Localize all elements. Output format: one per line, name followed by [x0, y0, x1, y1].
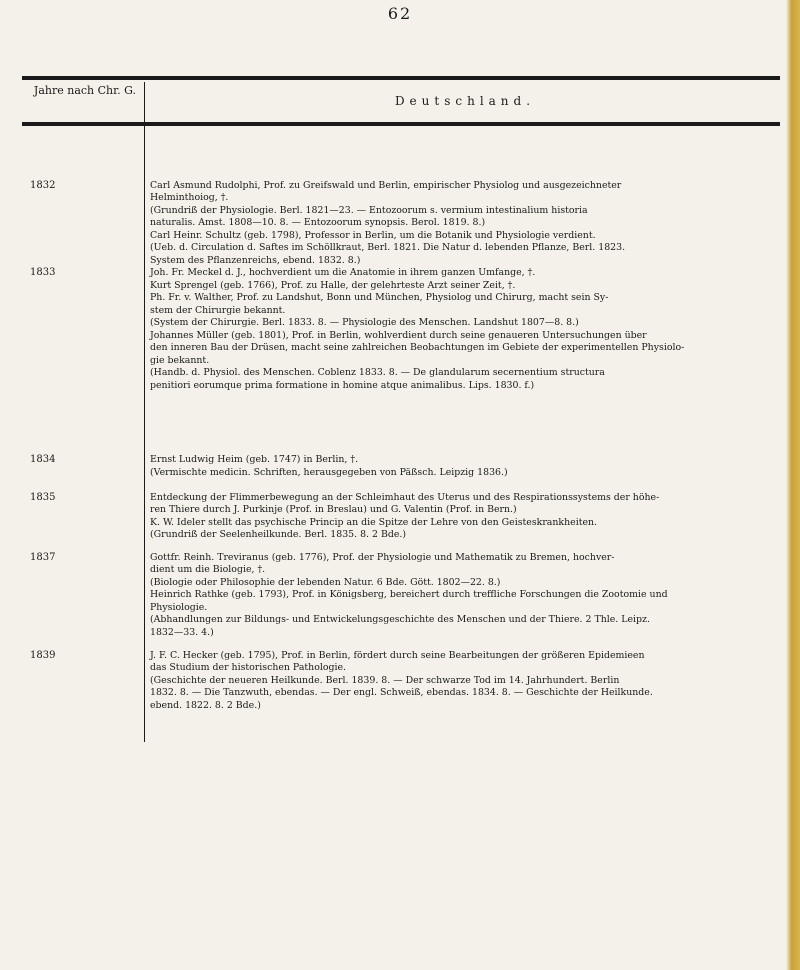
entry-line: System des Pflanzenreichs, ebend. 1832. 8.) — [150, 255, 361, 266]
entry-line: Carl Asmund Rudolphi, Prof. zu Greifswald und Berlin, empirischer Physiolog und ausgezeichneter — [150, 180, 622, 191]
entry-line: ren Thiere durch J. Purkinje (Prof. in Breslau) und G. Valentin (Prof. in Bern.) — [150, 504, 517, 515]
header-rule — [22, 122, 780, 126]
entry-line: Joh. Fr. Meckel d. J., hochverdient um die Anatomie in ihrem ganzen Umfange, †. — [150, 267, 536, 278]
year-label: 1839 — [30, 650, 56, 661]
entry-line: Helminthoiog, †. — [150, 192, 229, 203]
entry-line: das Studium der historischen Pathologie. — [150, 662, 347, 673]
entry-line: 1832—33. 4.) — [150, 627, 214, 638]
entry-line: J. F. C. Hecker (geb. 1795), Prof. in Berlin, fördert durch seine Bearbeitungen der größeren Epidemieen — [150, 650, 645, 661]
entry-line: Kurt Sprengel (geb. 1766), Prof. zu Halle, der gelehrteste Arzt seiner Zeit, †. — [150, 280, 516, 291]
entry-line: 1832. 8. — Die Tanzwuth, ebendas. — Der engl. Schweiß, ebendas. 1834. 8. — Geschichte der Heilkunde. — [150, 687, 653, 698]
entry-line: (Biologie oder Philosophie der lebenden Natur. 6 Bde. Gött. 1802—22. 8.) — [150, 577, 501, 588]
year-label: 1835 — [30, 492, 56, 503]
entry-line: stem der Chirurgie bekannt. — [150, 305, 286, 316]
entry-line: penitiori eorumque prima formatione in homine atque animalibus. Lips. 1830. f.) — [150, 380, 535, 391]
entry-line: Gottfr. Reinh. Treviranus (geb. 1776), Prof. der Physiologie und Mathematik zu Bremen, hochver- — [150, 552, 615, 563]
entry-line: Ernst Ludwig Heim (geb. 1747) in Berlin, †. — [150, 454, 359, 465]
entry-line: K. W. Ideler stellt das psychische Princip an die Spitze der Lehre von den Geisteskrankheiten. — [150, 517, 598, 528]
entry-line: (Handb. d. Physiol. des Menschen. Coblenz 1833. 8. — De glandularum secernentium structura — [150, 367, 605, 378]
entry-line: dient um die Biologie, †. — [150, 564, 266, 575]
entry-line: (System der Chirurgie. Berl. 1833. 8. — Physiologie des Menschen. Landshut 1807—8. 8.) — [150, 317, 579, 328]
entry-line: (Grundriß der Seelenheilkunde. Berl. 1835. 8. 2 Bde.) — [150, 529, 407, 540]
entry-line: Ph. Fr. v. Walther, Prof. zu Landshut, Bonn und München, Physiolog und Chirurg, macht sein Sy- — [150, 292, 609, 303]
year-label: 1834 — [30, 454, 56, 465]
entry-line: Carl Heinr. Schultz (geb. 1798), Professor in Berlin, um die Botanik und Physiologie verdient. — [150, 230, 596, 241]
entry-line: Heinrich Rathke (geb. 1793), Prof. in Königsberg, bereichert durch treffliche Forschungen die Zootomie und — [150, 589, 668, 600]
entry-line: (Abhandlungen zur Bildungs- und Entwickelungsgeschichte des Menschen und der Thiere. 2 Thle. Leipz. — [150, 614, 650, 625]
entry-line: (Geschichte der neueren Heilkunde. Berl. 1839. 8. — Der schwarze Tod im 14. Jahrhundert. Berlin — [150, 675, 620, 686]
page-title: Deutschland. — [394, 94, 536, 108]
entry-line: gie bekannt. — [150, 355, 210, 366]
entry-line: Johannes Müller (geb. 1801), Prof. in Berlin, wohlverdient durch seine genaueren Untersuchungen über — [150, 330, 647, 341]
entry-line: (Grundriß der Physiologie. Berl. 1821—23. — Entozoorum s. vermium intestinalium historia — [150, 205, 588, 216]
year-label: 1833 — [30, 267, 56, 278]
year-label: 1832 — [30, 180, 56, 191]
entry-line: den inneren Bau der Drüsen, macht seine zahlreichen Beobachtungen im Gebiete der experimentellen Physiolo- — [150, 342, 685, 353]
column-divider — [144, 82, 145, 742]
entry-line: Entdeckung der Flimmerbewegung an der Schleimhaut des Uterus und des Respirationssystems der höhe- — [150, 492, 660, 503]
entry-line: naturalis. Amst. 1808—10. 8. — Entozoorum synopsis. Berol. 1819. 8.) — [150, 217, 486, 228]
page-number: 62 — [387, 4, 413, 23]
gilt-page-edge — [786, 0, 800, 970]
entry-line: Physiologie. — [150, 602, 208, 613]
entry-line: (Vermischte medicin. Schriften, herausgegeben von Päßsch. Leipzig 1836.) — [150, 467, 508, 478]
entry-line: ebend. 1822. 8. 2 Bde.) — [150, 700, 261, 711]
top-rule — [22, 76, 780, 80]
entry-line: (Ueb. d. Circulation d. Saftes im Schöllkraut, Berl. 1821. Die Natur d. lebenden Pflanze, Berl. 1823. — [150, 242, 626, 253]
year-column-header: Jahre nach Chr. G. — [33, 84, 137, 97]
year-label: 1837 — [30, 552, 56, 563]
